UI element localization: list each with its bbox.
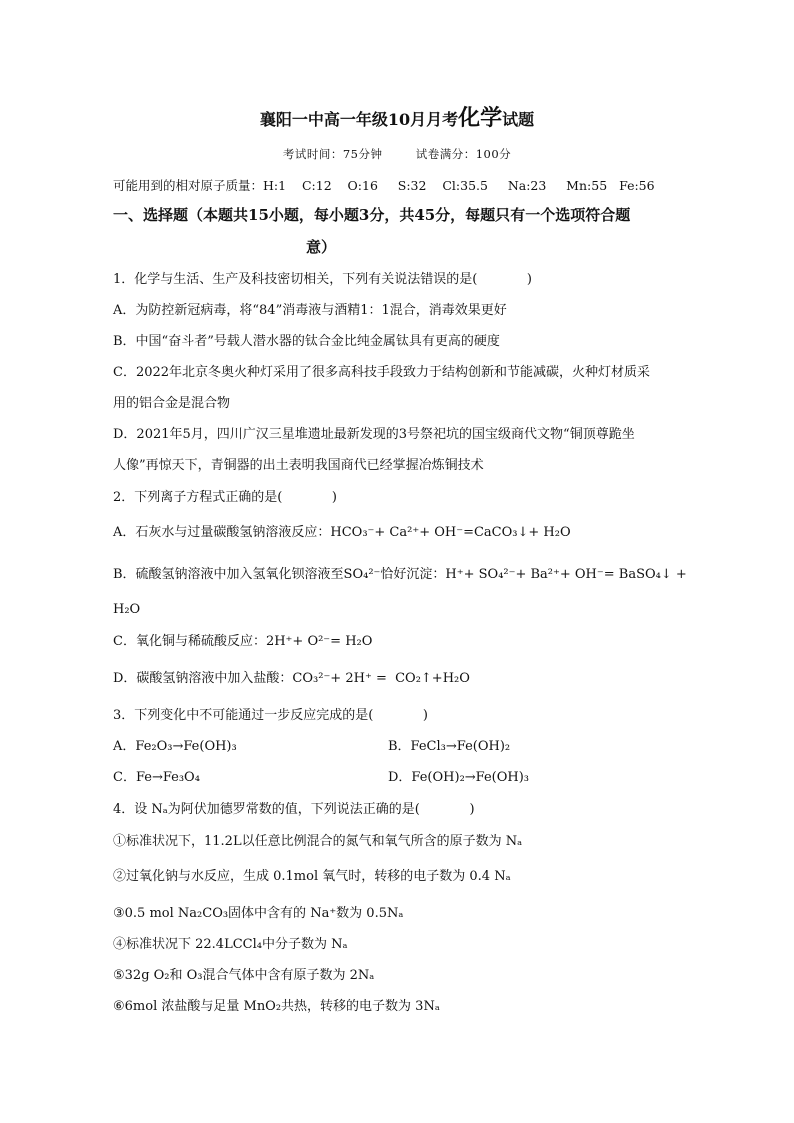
section-heading-cont: 意） xyxy=(306,238,337,256)
title-subject: 化学 xyxy=(458,105,503,131)
q3-option-d: D．Fe(OH)₂→Fe(OH)₃ xyxy=(388,770,530,785)
q1-option-b: B．中国“奋斗者”号载人潜水器的钛合金比纯金属钛具有更高的硬度 xyxy=(113,334,500,349)
q4-stem: 4．设 Nₐ为阿伏加德罗常数的值，下列说法正确的是( ) xyxy=(113,802,475,817)
q2-option-c: C．氧化铜与稀硫酸反应：2H⁺+ O²⁻= H₂O xyxy=(113,634,373,649)
q2-option-b: B．硫酸氢钠溶液中加入氢氧化钡溶液至SO₄²⁻恰好沉淀：H⁺+ SO₄²⁻+ Ba²⁺+ OH⁻= BaSO₄↓ + xyxy=(113,567,687,582)
q4-statement-6: ⑥6mol 浓盐酸与足量 MnO₂共热，转移的电子数为 3Nₐ xyxy=(113,999,440,1014)
q4-statement-5: ⑤32g O₂和 O₃混合气体中含有原子数为 2Nₐ xyxy=(113,968,375,983)
title-prefix: 襄阳一中高一年级10月月考 xyxy=(259,110,459,129)
atomic-masses: 可能用到的相对原子质量：H:1 C:12 O:16 S:32 Cl:35.5 Na:23 Mn:55 Fe:56 xyxy=(113,178,655,193)
q4-statement-2: ②过氧化钠与水反应，生成 0.1mol 氧气时，转移的电子数为 0.4 Nₐ xyxy=(113,869,511,884)
exam-info: 考试时间：75分钟 试卷满分：100分 xyxy=(282,147,512,161)
q3-option-a: A．Fe₂O₃→Fe(OH)₃ xyxy=(113,739,237,754)
q1-stem: 1．化学与生活、生产及科技密切相关，下列有关说法错误的是( ) xyxy=(113,272,533,287)
q1-option-d-cont: 人像”再惊天下，青铜器的出土表明我国商代已经掌握冶炼铜技术 xyxy=(113,458,484,473)
q3-stem: 3．下列变化中不可能通过一步反应完成的是( ) xyxy=(113,708,429,723)
page-title xyxy=(0,104,794,134)
q1-option-c: C．2022年北京冬奥火种灯采用了很多高科技手段致力于结构创新和节能减碳，火种灯材质采 xyxy=(113,365,651,380)
section-heading: 一、选择题（本题共15小题，每小题3分，共45分，每题只有一个选项符合题 xyxy=(113,206,631,224)
q1-option-d: D．2021年5月，四川广汉三星堆遗址最新发现的3号祭祀坑的国宝级商代文物“铜顶尊跪坐 xyxy=(113,427,635,442)
q1-option-a: A．为防控新冠病毒，将“84”消毒液与酒精1：1混合，消毒效果更好 xyxy=(113,303,507,318)
q4-statement-1: ①标准状况下，11.2L以任意比例混合的氮气和氧气所含的原子数为 Nₐ xyxy=(113,834,523,849)
q2-option-d: D．碳酸氢钠溶液中加入盐酸：CO₃²⁻+ 2H⁺ = CO₂↑+H₂O xyxy=(113,671,470,686)
q3-option-b: B．FeCl₃→Fe(OH)₂ xyxy=(388,739,511,754)
q2-stem: 2．下列离子方程式正确的是( ) xyxy=(113,490,338,505)
q3-option-c: C．Fe→Fe₃O₄ xyxy=(113,770,200,785)
q4-statement-3: ③0.5 mol Na₂CO₃固体中含有的 Na⁺数为 0.5Nₐ xyxy=(113,906,404,921)
title-suffix: 试题 xyxy=(502,110,535,129)
q2-option-b-cont: H₂O xyxy=(113,602,141,617)
q2-option-a: A．石灰水与过量碳酸氢钠溶液反应：HCO₃⁻+ Ca²⁺+ OH⁻=CaCO₃↓+ H₂O xyxy=(113,525,571,540)
q1-option-c-cont: 用的铝合金是混合物 xyxy=(113,396,231,411)
q4-statement-4: ④标准状况下 22.4LCCl₄中分子数为 Nₐ xyxy=(113,937,348,952)
